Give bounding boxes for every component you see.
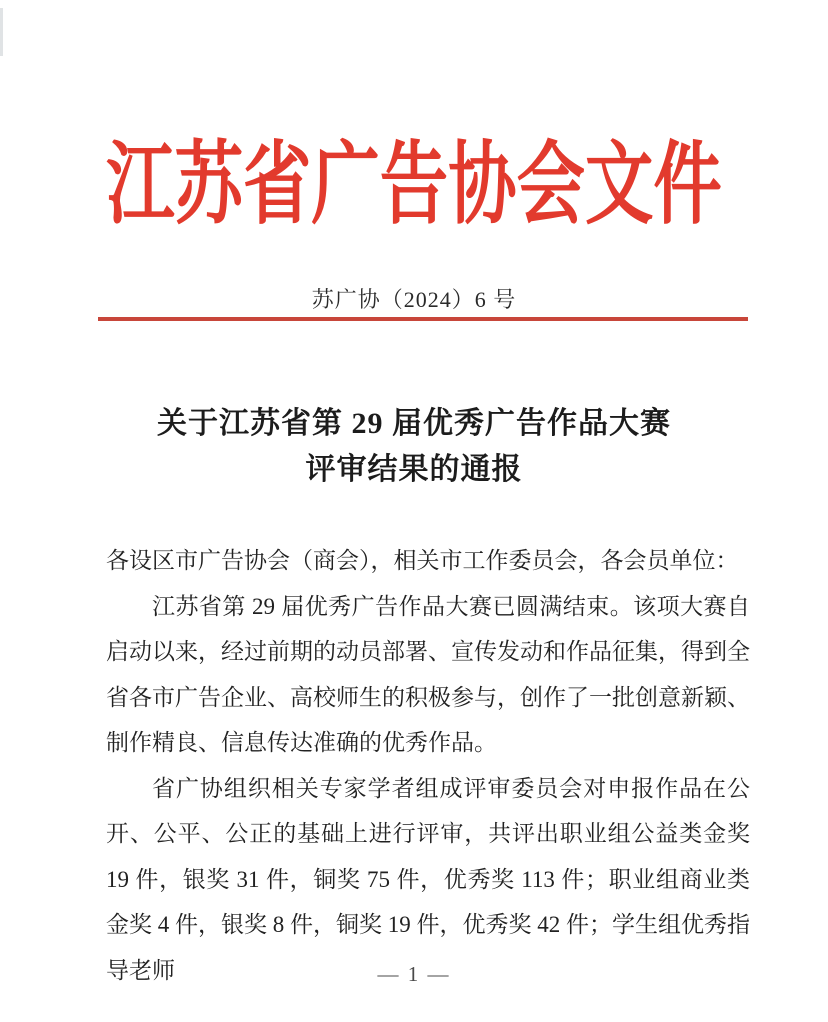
red-divider-line <box>98 317 748 321</box>
scan-edge-artifact <box>0 8 3 56</box>
document-body <box>106 538 750 993</box>
salutation-line: 各设区市广告协会（商会），相关市工作委员会，各会员单位： <box>106 548 739 573</box>
body-paragraph: 江苏省第 29 届优秀广告作品大赛已圆满结束。该项大赛自启动以来，经过前期的动员部署、宣传发动和作品征集，得到全省各市广告企业、高校师生的积极参与，创作了一批创意新颖、制作精良、信息传达准确的优秀作品。 <box>106 593 750 755</box>
document-title-line2: 评审结果的通报 <box>305 453 523 486</box>
document-number: 苏广协（2024）6 号 <box>311 287 517 312</box>
body-paragraph: 省广协组织相关专家学者组成评审委员会对申报作品在公开、公平、公正的基础上进行评审，共评出职业组公益类金奖 19 件，银奖 31 件，铜奖 75 件，优秀奖 113 件；职业组商业类金奖 4 件，银奖 8 件，铜奖 19 件，优秀奖 42 件；学生组优秀指导老师 <box>106 775 750 983</box>
document-title-line1: 关于江苏省第 29 届优秀广告作品大赛 <box>157 407 671 440</box>
document-title <box>0 401 828 493</box>
letterhead-title: 江苏省广告协会文件 <box>106 136 722 235</box>
page-number: — 1 — <box>377 962 451 986</box>
